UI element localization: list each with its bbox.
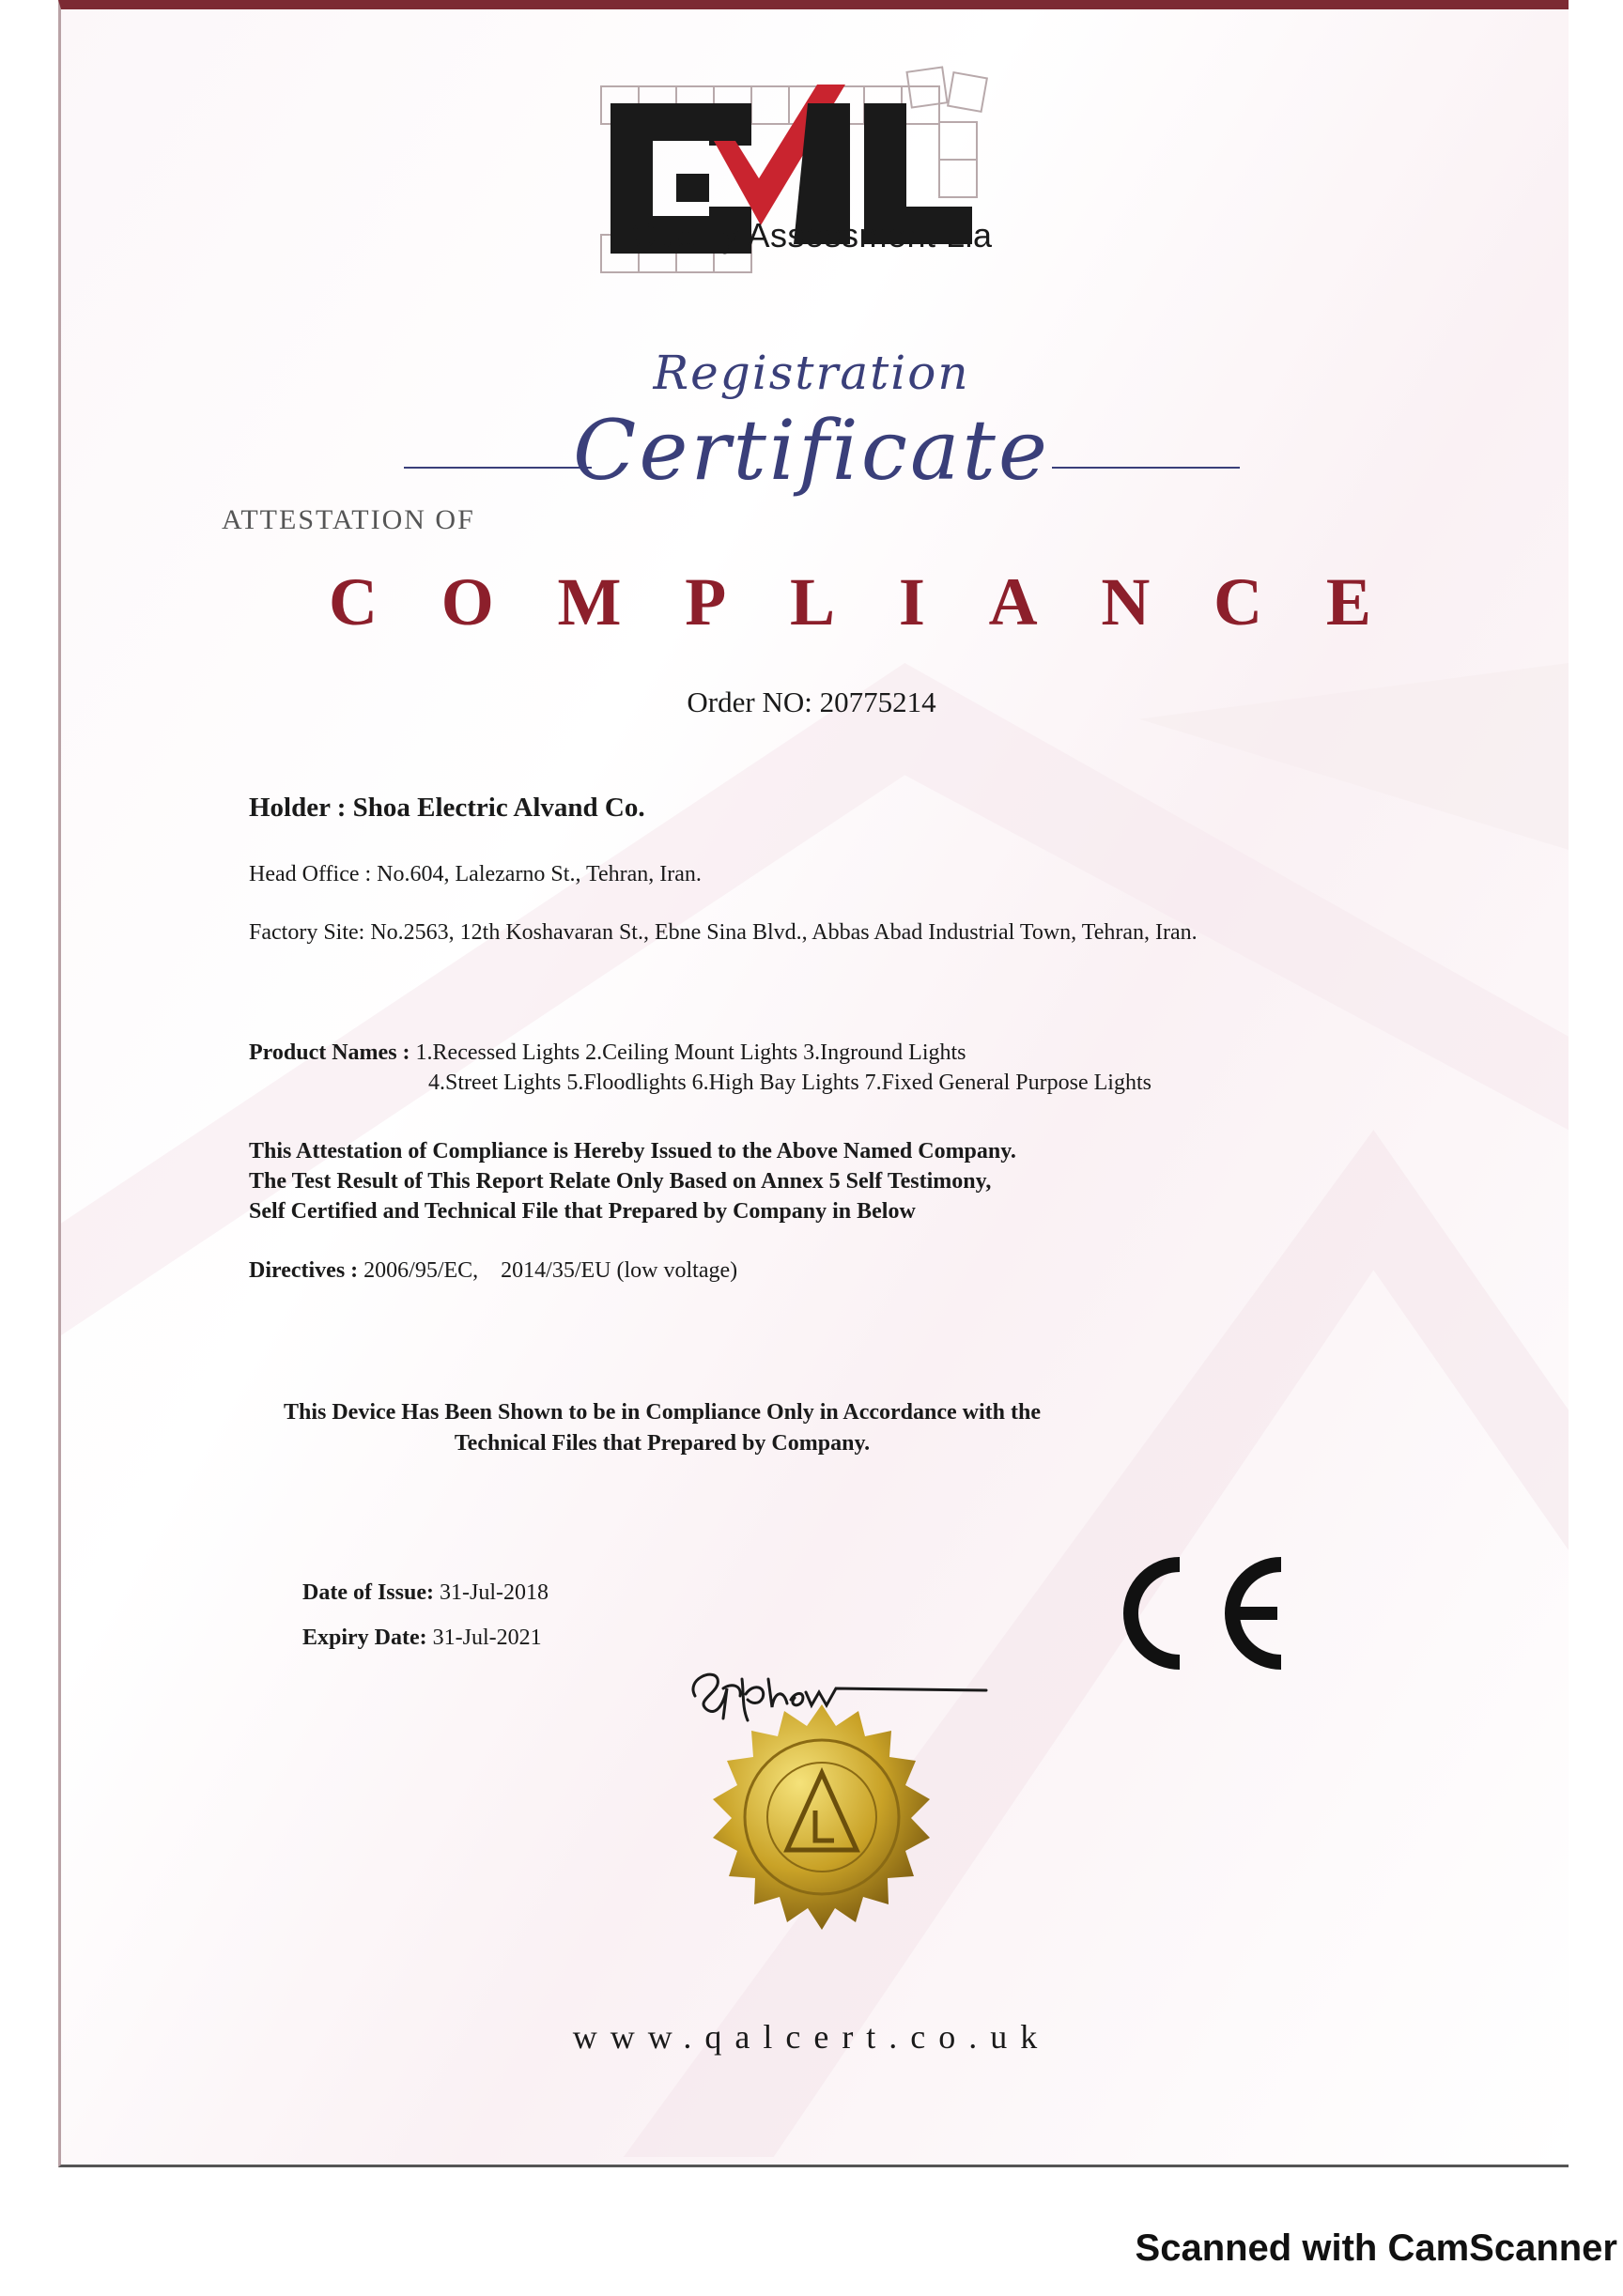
compliance-letter: C — [1213, 564, 1263, 639]
compliance-letter: N — [1101, 564, 1151, 639]
compliance-letter: O — [441, 564, 494, 639]
date-of-issue-label: Date of Issue: — [302, 1580, 434, 1605]
directives-value: 2006/95/EC, 2014/35/EU (low voltage) — [363, 1258, 738, 1283]
holder-value: Shoa Electric Alvand Co. — [352, 793, 645, 823]
logo-caption: Quality Assessment Lia — [630, 216, 993, 254]
product-names-value-1: 1.Recessed Lights 2.Ceiling Mount Lights 3.Inground Lights — [415, 1040, 966, 1065]
product-names-line-2: 4.Street Lights 5.Floodlights 6.High Bay Lights 7.Fixed General Purpose Lights — [428, 1071, 1152, 1095]
device-line: Technical Files that Prepared by Company. — [454, 1431, 871, 1456]
compliance-letter: C — [329, 564, 378, 639]
attestation-line: Self Certified and Technical File that Prepared by Company in Below — [249, 1199, 916, 1224]
compliance-letter: M — [557, 564, 622, 639]
order-number — [0, 686, 1623, 719]
expiry-date — [302, 1626, 542, 1651]
factory-site — [249, 920, 1198, 946]
attestation-line: The Test Result of This Report Relate Only Based on Annex 5 Self Testimony, — [249, 1169, 992, 1194]
compliance-letter: A — [988, 564, 1038, 639]
factory-site-value: No.2563, 12th Koshavaran St., Ebne Sina Blvd., Abbas Abad Industrial Town, Tehran, Iran. — [370, 920, 1198, 945]
device-line: This Device Has Been Shown to be in Compliance Only in Accordance with the — [283, 1400, 1042, 1425]
order-value: 20775214 — [819, 686, 936, 718]
directives-label: Directives : — [249, 1258, 359, 1283]
date-of-issue-value: 31-Jul-2018 — [439, 1580, 549, 1605]
holder-label: Holder : — [249, 793, 347, 823]
compliance-letter: I — [898, 564, 925, 639]
product-names-line-1 — [249, 1040, 966, 1066]
attestation-label: ATTESTATION OF — [222, 504, 475, 535]
directives — [249, 1258, 737, 1284]
certificate-title: Certificate — [573, 402, 1050, 499]
compliance-heading — [329, 563, 1371, 641]
ce-mark-icon — [1097, 1548, 1294, 1679]
order-label: Order NO: — [687, 686, 812, 718]
website-url[interactable]: www.qalcert.co.uk — [572, 2018, 1051, 2056]
ornament-line-right — [1052, 467, 1240, 469]
head-office — [249, 862, 702, 887]
camscanner-watermark: Scanned with CamScanner — [1135, 2227, 1617, 2269]
compliance-letter: L — [790, 564, 836, 639]
product-names-label: Product Names : — [249, 1040, 410, 1065]
registration-title: Registration — [653, 346, 970, 400]
compliance-letter: P — [685, 564, 727, 639]
attestation-line: This Attestation of Compliance is Hereby Issued to the Above Named Company. — [249, 1139, 1016, 1163]
compliance-letter: E — [1325, 564, 1371, 639]
attestation-statement — [249, 1136, 1016, 1226]
expiry-date-value: 31-Jul-2021 — [432, 1626, 542, 1650]
date-of-issue — [302, 1580, 549, 1606]
head-office-label: Head Office : — [249, 862, 372, 886]
expiry-date-label: Expiry Date: — [302, 1626, 427, 1650]
head-office-value: No.604, Lalezarno St., Tehran, Iran. — [377, 862, 702, 886]
factory-site-label: Factory Site: — [249, 920, 365, 945]
device-compliance-statement — [249, 1397, 1075, 1459]
gold-seal-icon — [695, 1700, 949, 1953]
holder — [249, 793, 645, 824]
